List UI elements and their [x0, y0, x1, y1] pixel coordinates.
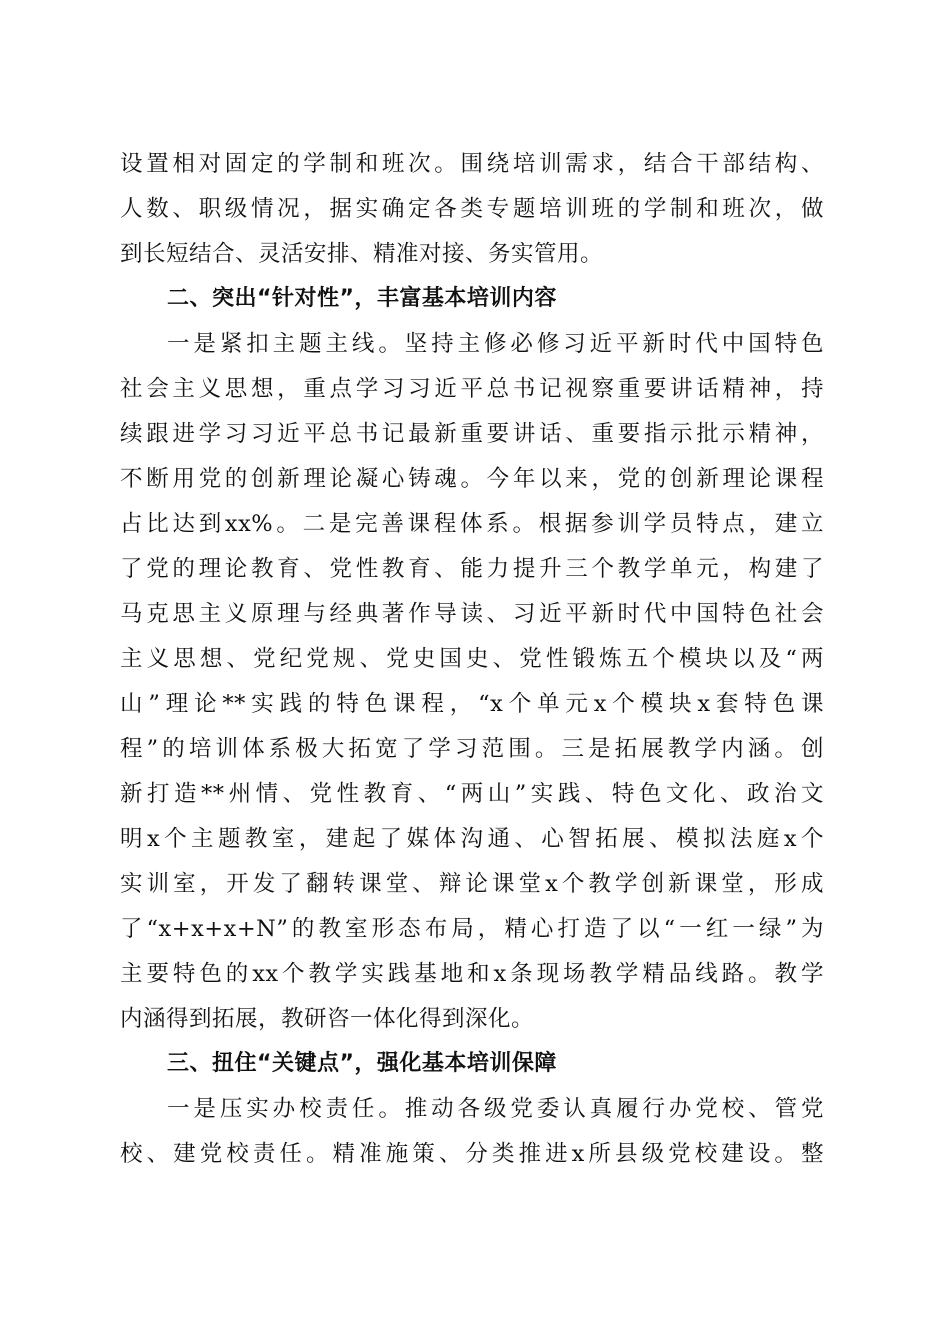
paragraph-line: 新打造**州情、党性教育、“两山”实践、特色文化、政治文 [120, 781, 824, 807]
paragraph-line: 主要特色的xx个教学实践基地和x条现场教学精品线路。教学 [120, 961, 824, 987]
paragraph-line: 内涵得到拓展，教研咨一体化得到深化。 [120, 1006, 535, 1032]
paragraph-line: 续跟进学习习近平总书记最新重要讲话、重要指示批示精神， [120, 421, 824, 447]
paragraph-line: 设置相对固定的学制和班次。围绕培训需求，结合干部结构、 [120, 151, 824, 177]
paragraph-line: 程”的培训体系极大拓宽了学习范围。三是拓展教学内涵。创 [120, 736, 824, 762]
paragraph-line: 主义思想、党纪党规、党史国史、党性锻炼五个模块以及“两 [120, 646, 824, 672]
paragraph-line: 实训室，开发了翻转课堂、辩论课堂x个教学创新课堂，形成 [120, 871, 824, 897]
paragraph-line: 一是压实办校责任。推动各级党委认真履行办党校、管党 [167, 1096, 824, 1122]
paragraph-line: 不断用党的创新理论凝心铸魂。今年以来，党的创新理论课程 [120, 466, 824, 492]
paragraph-line: 马克思主义原理与经典著作导读、习近平新时代中国特色社会 [120, 601, 824, 627]
paragraph-line: 了“x+x+x+N”的教室形态布局，精心打造了以“一红一绿”为 [120, 916, 824, 942]
paragraph-line: 山”理论**实践的特色课程，“x个单元x个模块x套特色课 [120, 691, 824, 717]
paragraph-line: 校、建党校责任。精准施策、分类推进x所县级党校建设。整 [120, 1141, 824, 1167]
section-heading-2: 二、突出“针对性”，丰富基本培训内容 [167, 286, 557, 311]
paragraph-line: 人数、职级情况，据实确定各类专题培训班的学制和班次，做 [120, 196, 824, 222]
paragraph-line: 社会主义思想，重点学习习近平总书记视察重要讲话精神，持 [120, 376, 824, 402]
paragraph-line: 了党的理论教育、党性教育、能力提升三个教学单元，构建了 [120, 556, 824, 582]
paragraph-line: 明x个主题教室，建起了媒体沟通、心智拓展、模拟法庭x个 [120, 826, 824, 852]
paragraph-line: 占比达到xx%。二是完善课程体系。根据参训学员特点，建立 [120, 511, 824, 537]
paragraph-line: 到长短结合、灵活安排、精准对接、务实管用。 [120, 241, 604, 267]
section-heading-3: 三、扭住“关键点”，强化基本培训保障 [167, 1051, 557, 1076]
paragraph-line: 一是紧扣主题主线。坚持主修必修习近平新时代中国特色 [167, 331, 824, 357]
